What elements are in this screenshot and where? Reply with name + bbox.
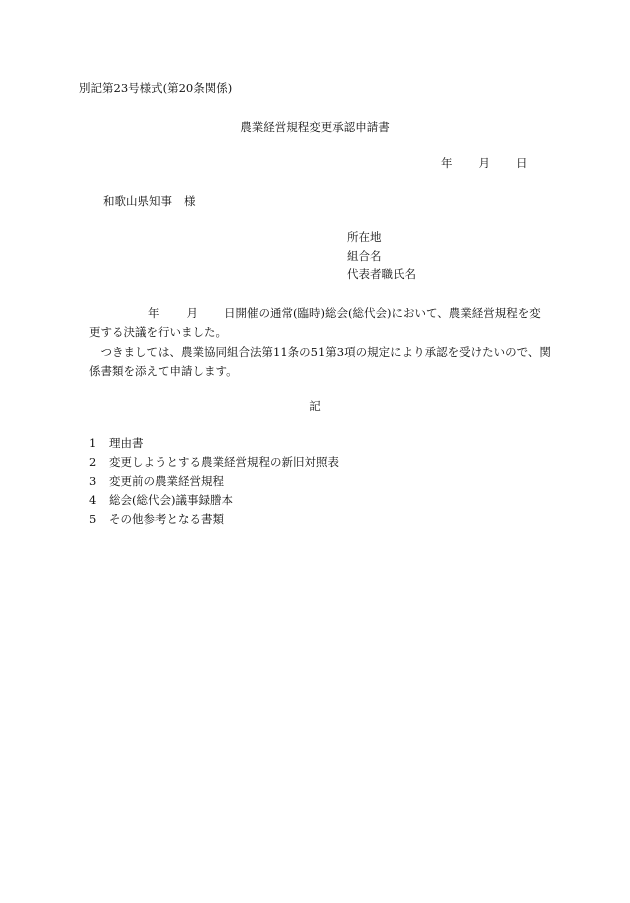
enclosure-text: 総会(総代会)議事録謄本	[109, 493, 233, 507]
enclosure-number: 3	[89, 474, 97, 488]
addressee	[103, 195, 196, 209]
enclosure-number: 2	[89, 455, 97, 469]
enclosure-item	[89, 475, 224, 489]
body-month: 月	[186, 306, 198, 320]
applicant-representative-label: 代表者職氏名	[347, 267, 416, 281]
body-line-1-text: 日開催の通常(臨時)総会(総代会)において、農業経営規程を変	[224, 306, 541, 320]
document-title: 農業経営規程変更承認申請書	[240, 120, 390, 134]
applicant-union-name-label: 組合名	[347, 249, 382, 263]
applicant-address-label: 所在地	[347, 230, 382, 244]
addressee-honorific: 様	[184, 194, 196, 208]
enclosure-text: 変更前の農業経営規程	[109, 474, 224, 488]
date-day: 日	[516, 156, 528, 170]
enclosure-number: 4	[89, 493, 97, 507]
enclosure-item	[89, 513, 224, 527]
date-year: 年	[441, 156, 453, 170]
enclosure-number: 1	[89, 436, 97, 450]
body-year: 年	[148, 306, 160, 320]
date-line	[441, 157, 528, 171]
enclosure-text: 理由書	[109, 436, 144, 450]
addressee-name: 和歌山県知事	[103, 194, 172, 208]
enclosure-item	[89, 456, 339, 470]
body-line-1	[89, 307, 541, 321]
enclosure-number: 5	[89, 512, 97, 526]
enclosure-text: 変更しようとする農業経営規程の新旧対照表	[109, 455, 339, 469]
body-line-3: つきましては、農業協同組合法第11条の51第3項の規定により承認を受けたいので、関	[89, 345, 551, 359]
form-reference: 別記第23号様式(第20条関係)	[79, 81, 233, 95]
enclosure-text: その他参考となる書類	[109, 512, 224, 526]
ki-heading: 記	[309, 399, 321, 413]
body-line-4: 係書類を添えて申請します。	[89, 364, 238, 378]
date-month: 月	[478, 156, 490, 170]
body-line-2: 更する決議を行いました。	[89, 325, 227, 339]
enclosure-item	[89, 437, 144, 451]
enclosure-item	[89, 494, 233, 508]
